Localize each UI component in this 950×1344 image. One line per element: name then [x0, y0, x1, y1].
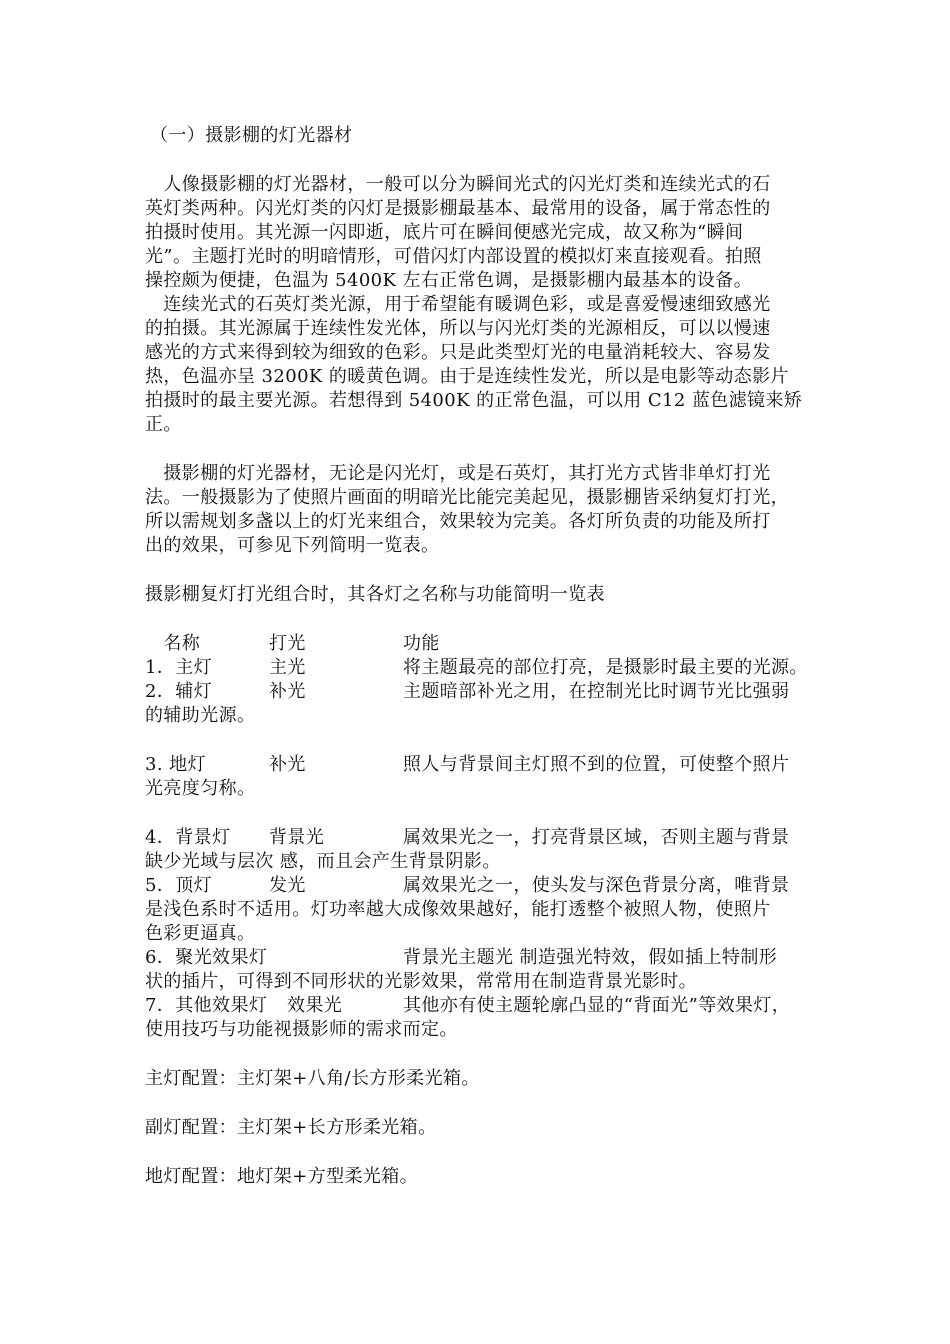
row-function: 将主题最亮的部位打亮，是摄影时最主要的光源。 [403, 657, 808, 678]
paragraph-2-line: 热，色温亦呈 3200K 的暖黄色调。由于是连续性发光，所以是电影等动态影片 [145, 366, 789, 387]
row-light: 主光 [269, 657, 306, 678]
config-main-light: 主灯配置：主灯架+八角/长方形柔光箱。 [145, 1068, 480, 1089]
paragraph-2-line: 感光的方式来得到较为细致的色彩。只是此类型灯光的电量消耗较大、容易发 [145, 342, 771, 363]
row-continuation: 缺少光域与层次 感，而且会产生背景阴影。 [145, 851, 501, 872]
row-light: 背景光 [269, 827, 325, 848]
row-name: 7．其他效果灯 [145, 995, 268, 1016]
row-name: 2．辅灯 [145, 681, 213, 702]
row-function: 主题暗部补光之用，在控制光比时调节光比强弱 [403, 681, 790, 702]
paragraph-3-line: 所以需规划多盏以上的灯光来组合，效果较为完美。各灯所负责的功能及所打 [145, 511, 771, 532]
paragraph-2-line: 连续光式的石英灯类光源，用于希望能有暖调色彩，或是喜爱慢速细致感光 [145, 294, 771, 315]
row-light: 补光 [269, 681, 306, 702]
row-function: 其他亦有使主题轮廓凸显的“背面光”等效果灯， [403, 995, 791, 1016]
paragraph-1-line: 人像摄影棚的灯光器材，一般可以分为瞬间光式的闪光灯类和连续光式的石 [145, 174, 771, 195]
row-name: 1．主灯 [145, 657, 213, 678]
section-title: （一）摄影棚的灯光器材 [150, 125, 353, 146]
paragraph-3-line: 法。一般摄影为了使照片画面的明暗光比能完美起见，摄影棚皆采纳复灯打光， [145, 487, 789, 508]
row-function: 背景光主题光 制造强光特效，假如插上特制形 [403, 947, 778, 968]
header-light: 打光 [269, 633, 306, 654]
header-name: 名称 [145, 633, 201, 654]
row-function: 属效果光之一，打亮背景区域，否则主题与背景 [403, 827, 790, 848]
row-continuation: 的辅助光源。 [145, 705, 256, 726]
paragraph-2-line: 拍摄时的最主要光源。若想得到 5400K 的正常色温，可以用 C12 蓝色滤镜来矫 [145, 390, 803, 411]
paragraph-1-line: 光”。主题打光时的明暗情形，可借闪灯内部设置的模拟灯来直接观看。拍照 [145, 246, 762, 267]
header-function: 功能 [403, 633, 440, 654]
paragraph-3-line: 出的效果，可参见下列简明一览表。 [145, 535, 440, 556]
row-continuation: 色彩更逼真。 [145, 923, 256, 944]
row-light: 效果光 [287, 995, 343, 1016]
row-continuation: 光亮度匀称。 [145, 778, 256, 799]
config-floor-light: 地灯配置：地灯架+方型柔光箱。 [145, 1166, 419, 1187]
row-continuation: 是浅色系时不适用。灯功率越大成像效果越好，能打透整个被照人物，使照片 [145, 899, 771, 920]
paragraph-1-line: 拍摄时使用。其光源一闪即逝，底片可在瞬间便感光完成，故又称为“瞬间 [145, 222, 744, 243]
row-light: 发光 [269, 875, 306, 896]
row-name: 3. 地灯 [145, 754, 206, 775]
config-fill-light: 副灯配置：主灯架+长方形柔光箱。 [145, 1117, 437, 1138]
row-function: 照人与背景间主灯照不到的位置，可使整个照片 [403, 754, 790, 775]
row-name: 5．顶灯 [145, 875, 213, 896]
table-caption: 摄影棚复灯打光组合时，其各灯之名称与功能简明一览表 [145, 584, 605, 605]
row-light: 补光 [269, 754, 306, 775]
paragraph-1-line: 操控颇为便捷，色温为 5400K 左右正常色调，是摄影棚内最基本的设备。 [145, 270, 753, 291]
row-function: 属效果光之一，使头发与深色背景分离，唯背景 [403, 875, 790, 896]
paragraph-3-line: 摄影棚的灯光器材，无论是闪光灯，或是石英灯，其打光方式皆非单灯打光 [145, 463, 771, 484]
row-name: 6．聚光效果灯 [145, 947, 268, 968]
row-name: 4．背景灯 [145, 827, 231, 848]
paragraph-2-line: 正。 [145, 414, 182, 435]
row-continuation: 使用技巧与功能视摄影师的需求而定。 [145, 1019, 458, 1040]
paragraph-2-line: 的拍摄。其光源属于连续性发光体，所以与闪光灯类的光源相反，可以以慢速 [145, 318, 771, 339]
row-continuation: 状的插片，可得到不同形状的光影效果，常常用在制造背景光影时。 [145, 971, 697, 992]
paragraph-1-line: 英灯类两种。闪光灯类的闪灯是摄影棚最基本、最常用的设备，属于常态性的 [145, 198, 771, 219]
